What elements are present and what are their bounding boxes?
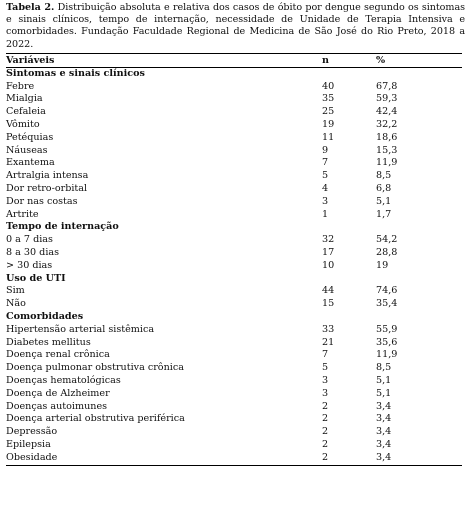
cell-percent: 28,8 [376, 246, 398, 258]
table-row [6, 209, 462, 222]
cell-n: 7 [322, 349, 329, 361]
cell-variable: Doença arterial obstrutiva periférica [6, 413, 185, 425]
cell-variable: Vômito [6, 119, 40, 130]
cell-n: 3 [322, 374, 329, 386]
cell-variable: Dor retro-orbital [6, 182, 88, 194]
cell-percent: 3,4 [376, 438, 392, 450]
table-row [6, 285, 462, 298]
cell-n: 2 [322, 426, 329, 438]
cell-variable: 0 a 7 dias [6, 234, 53, 246]
cell-n: 2 [322, 438, 329, 450]
header-n: n [322, 53, 376, 67]
cell-percent: 3,4 [376, 413, 392, 425]
group-header-row [6, 221, 462, 234]
cell-variable: Obesidade [6, 452, 322, 465]
cell-n: 40 [322, 80, 335, 92]
cell-variable: Cefaleia [6, 106, 46, 118]
table-row [6, 106, 462, 119]
table-header-row [6, 53, 462, 67]
cell-percent: 42,4 [376, 106, 398, 118]
cell-variable: Febre [6, 80, 35, 92]
cell-n: 11 [322, 131, 335, 143]
cell-n: 5 [322, 170, 329, 182]
table-row [6, 145, 462, 158]
table-row [6, 183, 462, 196]
header-variaveis: Variáveis [6, 53, 322, 67]
caption-text: Distribuição absoluta e relativa dos casos de óbito por dengue segundo os sintomas e sinais clínicos, tempo de internação, necessidade de Unidade de Terapia Intensiva e comorbidades. Fundação Faculdade Regional de Medicina de São José do Rio Preto, 2018 a 2022. [6, 2, 465, 50]
table-row [6, 324, 462, 337]
cell-percent: 1,7 [376, 208, 392, 220]
table-row [6, 234, 462, 247]
cell-percent: 32,2 [376, 119, 398, 130]
cell-n: 32 [322, 234, 335, 246]
table-row [6, 196, 462, 209]
group-header-row [6, 273, 462, 286]
cell-n: 2 [322, 452, 376, 465]
cell-percent: 8,5 [376, 362, 392, 374]
header-percent: % [376, 53, 462, 67]
table-row [6, 298, 462, 311]
cell-percent: 5,1 [376, 387, 392, 399]
cell-percent: 35,4 [376, 298, 398, 310]
cell-variable: Doenças autoimunes [6, 400, 108, 412]
caption-label: Tabela 2. [6, 2, 55, 13]
cell-n: 19 [322, 119, 335, 130]
table-row [6, 388, 462, 401]
group-title: Uso de UTI [6, 272, 66, 284]
cell-variable: Petéquias [6, 131, 54, 143]
data-table [6, 53, 462, 466]
cell-variable: Sim [6, 285, 25, 297]
group-title: Comorbidades [6, 310, 84, 322]
cell-variable: Doença renal crônica [6, 349, 110, 361]
cell-percent: 54,2 [376, 234, 398, 246]
cell-percent: 5,1 [376, 374, 392, 386]
cell-percent: 19 [376, 259, 389, 271]
cell-variable: > 30 dias [6, 259, 53, 271]
table-row [6, 439, 462, 452]
table-row [6, 132, 462, 145]
cell-percent: 15,3 [376, 144, 398, 156]
cell-n: 3 [322, 387, 329, 399]
cell-percent: 55,9 [376, 323, 398, 335]
cell-n: 1 [322, 208, 329, 220]
group-title: Sintomas e sinais clínicos [6, 67, 145, 79]
cell-variable: Artralgia intensa [6, 170, 89, 182]
table-row [6, 349, 462, 362]
group-header-row [6, 311, 462, 324]
cell-variable: Doença pulmonar obstrutiva crônica [6, 362, 184, 374]
cell-n: 25 [322, 106, 335, 118]
cell-variable: Diabetes mellitus [6, 336, 91, 348]
cell-n: 21 [322, 336, 335, 348]
cell-percent: 3,4 [376, 426, 392, 438]
cell-n: 10 [322, 259, 335, 271]
group-header-row [6, 67, 462, 80]
cell-n: 2 [322, 400, 329, 412]
table-row [6, 413, 462, 426]
cell-n: 17 [322, 246, 335, 258]
cell-percent: 67,8 [376, 80, 398, 92]
cell-variable: Artrite [6, 208, 39, 220]
table-row [6, 375, 462, 388]
table-row [6, 452, 462, 465]
cell-percent: 8,5 [376, 170, 392, 182]
cell-n: 4 [322, 182, 329, 194]
cell-n: 33 [322, 323, 335, 335]
table-row [6, 401, 462, 414]
table-row [6, 260, 462, 273]
table-caption [6, 2, 465, 51]
cell-variable: Mialgia [6, 93, 43, 105]
cell-n: 2 [322, 413, 329, 425]
cell-percent: 11,9 [376, 349, 398, 361]
cell-variable: 8 a 30 dias [6, 246, 60, 258]
table-row [6, 81, 462, 94]
cell-n: 44 [322, 285, 335, 297]
cell-variable: Epilepsia [6, 438, 51, 450]
cell-variable: Doenças hematológicas [6, 374, 121, 386]
table-row [6, 426, 462, 439]
cell-n: 7 [322, 157, 329, 169]
cell-n: 15 [322, 298, 335, 310]
cell-percent: 3,4 [376, 400, 392, 412]
cell-n: 5 [322, 362, 329, 374]
table-row [6, 247, 462, 260]
table-row [6, 337, 462, 350]
cell-variable: Não [6, 298, 26, 310]
cell-percent: 18,6 [376, 131, 398, 143]
cell-percent: 11,9 [376, 157, 398, 169]
cell-n: 35 [322, 93, 335, 105]
cell-percent: 6,8 [376, 182, 392, 194]
table-row [6, 362, 462, 375]
cell-variable: Náuseas [6, 144, 48, 156]
cell-percent: 74,6 [376, 285, 398, 297]
cell-variable: Doença de Alzheimer [6, 387, 110, 399]
cell-variable: Hipertensão arterial sistêmica [6, 323, 155, 335]
cell-percent: 3,4 [376, 452, 462, 465]
cell-variable: Depressão [6, 426, 58, 438]
cell-n: 3 [322, 195, 329, 207]
table-row [6, 119, 462, 132]
table-body [6, 67, 462, 465]
table-row [6, 170, 462, 183]
cell-percent: 59,3 [376, 93, 398, 105]
group-title: Tempo de internação [6, 221, 119, 233]
cell-percent: 35,6 [376, 336, 398, 348]
cell-n: 9 [322, 144, 329, 156]
cell-variable: Dor nas costas [6, 195, 78, 207]
cell-percent: 5,1 [376, 195, 392, 207]
cell-variable: Exantema [6, 157, 55, 169]
table-row [6, 93, 462, 106]
table-row [6, 157, 462, 170]
